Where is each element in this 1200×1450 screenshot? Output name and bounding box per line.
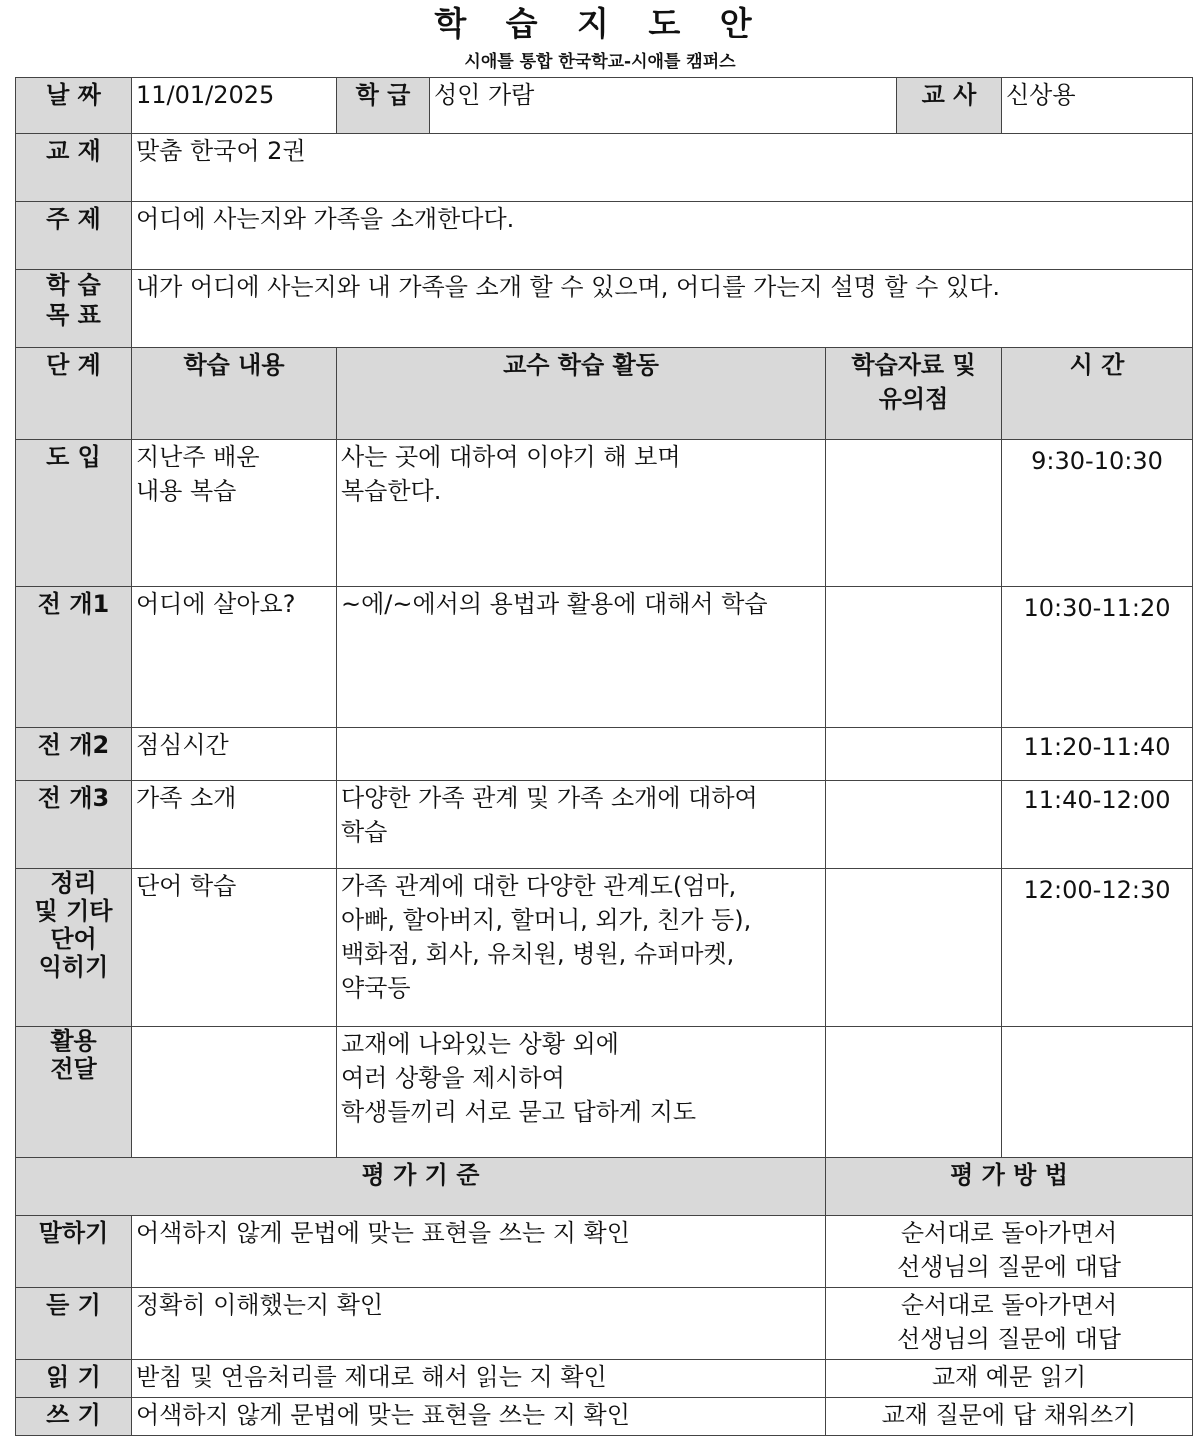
content-cell — [132, 1027, 337, 1158]
evaluation-header-row — [16, 1158, 1193, 1216]
skill-cell: 말하기 — [16, 1216, 132, 1288]
method-cell: 순서대로 돌아가면서 선생님의 질문에 대답 — [826, 1288, 1193, 1360]
stage-cell: 전 개2 — [16, 728, 132, 781]
page-title: 학 습 지 도 안 — [434, 4, 766, 43]
table-row — [16, 440, 1193, 587]
skill-cell: 듣 기 — [16, 1288, 132, 1360]
evaluation-method-label: 평 가 방 법 — [826, 1158, 1193, 1216]
info-row — [16, 78, 1193, 134]
class-label: 학 급 — [337, 78, 430, 134]
materials-cell — [826, 781, 1002, 869]
class-value: 성인 가람 — [430, 78, 897, 134]
activity-cell: 사는 곳에 대하여 이야기 해 보며 복습한다. — [337, 440, 826, 587]
method-cell: 교재 예문 읽기 — [826, 1360, 1193, 1398]
table-row — [16, 869, 1193, 1027]
materials-cell — [826, 1027, 1002, 1158]
date-value: 11/01/2025 — [132, 78, 337, 134]
content-cell: 단어 학습 — [132, 869, 337, 1027]
criteria-cell: 어색하지 않게 문법에 맞는 표현을 쓰는 지 확인 — [132, 1216, 826, 1288]
method-cell: 교재 질문에 답 채워쓰기 — [826, 1398, 1193, 1436]
col-content: 학습 내용 — [132, 348, 337, 440]
materials-cell — [826, 440, 1002, 587]
time-cell — [1002, 1027, 1193, 1158]
col-activity: 교수 학습 활동 — [337, 348, 826, 440]
method-cell: 순서대로 돌아가면서 선생님의 질문에 대답 — [826, 1216, 1193, 1288]
table-row — [16, 728, 1193, 781]
activity-cell: ~에/~에서의 용법과 활용에 대해서 학습 — [337, 587, 826, 728]
stage-cell: 정리 및 기타 단어 익히기 — [16, 869, 132, 1027]
time-cell: 10:30-11:20 — [1002, 587, 1193, 728]
date-label: 날 짜 — [16, 78, 132, 134]
col-stage: 단 계 — [16, 348, 132, 440]
table-row — [16, 587, 1193, 728]
textbook-label: 교 재 — [16, 134, 132, 202]
topic-row — [16, 202, 1193, 270]
goal-row — [16, 270, 1193, 348]
activity-cell: 교재에 나와있는 상황 외에 여러 상황을 제시하여 학생들끼리 서로 묻고 답하게 지도 — [337, 1027, 826, 1158]
col-time: 시 간 — [1002, 348, 1193, 440]
topic-value: 어디에 사는지와 가족을 소개한다다. — [132, 202, 1193, 270]
materials-cell — [826, 728, 1002, 781]
stage-cell: 도 입 — [16, 440, 132, 587]
evaluation-row — [16, 1288, 1193, 1360]
column-header-row — [16, 348, 1193, 440]
lesson-plan-table — [15, 77, 1193, 1436]
school-name: 시애틀 통합 한국학교-시애틀 캠퍼스 — [464, 52, 736, 72]
teacher-label: 교 사 — [897, 78, 1002, 134]
evaluation-row — [16, 1360, 1193, 1398]
criteria-cell: 받침 및 연음처리를 제대로 해서 읽는 지 확인 — [132, 1360, 826, 1398]
textbook-value: 맞춤 한국어 2권 — [132, 134, 1193, 202]
materials-cell — [826, 587, 1002, 728]
criteria-cell: 정확히 이해했는지 확인 — [132, 1288, 826, 1360]
table-row — [16, 781, 1193, 869]
stage-cell: 전 개3 — [16, 781, 132, 869]
textbook-row — [16, 134, 1193, 202]
time-cell: 11:40-12:00 — [1002, 781, 1193, 869]
topic-label: 주 제 — [16, 202, 132, 270]
content-cell: 어디에 살아요? — [132, 587, 337, 728]
materials-cell — [826, 869, 1002, 1027]
skill-cell: 읽 기 — [16, 1360, 132, 1398]
criteria-cell: 어색하지 않게 문법에 맞는 표현을 쓰는 지 확인 — [132, 1398, 826, 1436]
activity-cell: 가족 관계에 대한 다양한 관계도(엄마, 아빠, 할아버지, 할머니, 외가, 친가 등), 백화점, 회사, 유치원, 병원, 슈퍼마켓, 약국등 — [337, 869, 826, 1027]
evaluation-criteria-label: 평 가 기 준 — [16, 1158, 826, 1216]
time-cell: 12:00-12:30 — [1002, 869, 1193, 1027]
col-materials: 학습자료 및 유의점 — [826, 348, 1002, 440]
teacher-value: 신상용 — [1002, 78, 1193, 134]
time-cell: 11:20-11:40 — [1002, 728, 1193, 781]
activity-cell — [337, 728, 826, 781]
activity-cell: 다양한 가족 관계 및 가족 소개에 대하여 학습 — [337, 781, 826, 869]
skill-cell: 쓰 기 — [16, 1398, 132, 1436]
table-row — [16, 1027, 1193, 1158]
stage-cell: 전 개1 — [16, 587, 132, 728]
time-cell: 9:30-10:30 — [1002, 440, 1193, 587]
goal-label: 학 습 목 표 — [16, 270, 132, 348]
stage-cell: 활용 전달 — [16, 1027, 132, 1158]
evaluation-row — [16, 1216, 1193, 1288]
evaluation-row — [16, 1398, 1193, 1436]
content-cell: 지난주 배운 내용 복습 — [132, 440, 337, 587]
content-cell: 점심시간 — [132, 728, 337, 781]
content-cell: 가족 소개 — [132, 781, 337, 869]
goal-value: 내가 어디에 사는지와 내 가족을 소개 할 수 있으며, 어디를 가는지 설명 할 수 있다. — [132, 270, 1193, 348]
